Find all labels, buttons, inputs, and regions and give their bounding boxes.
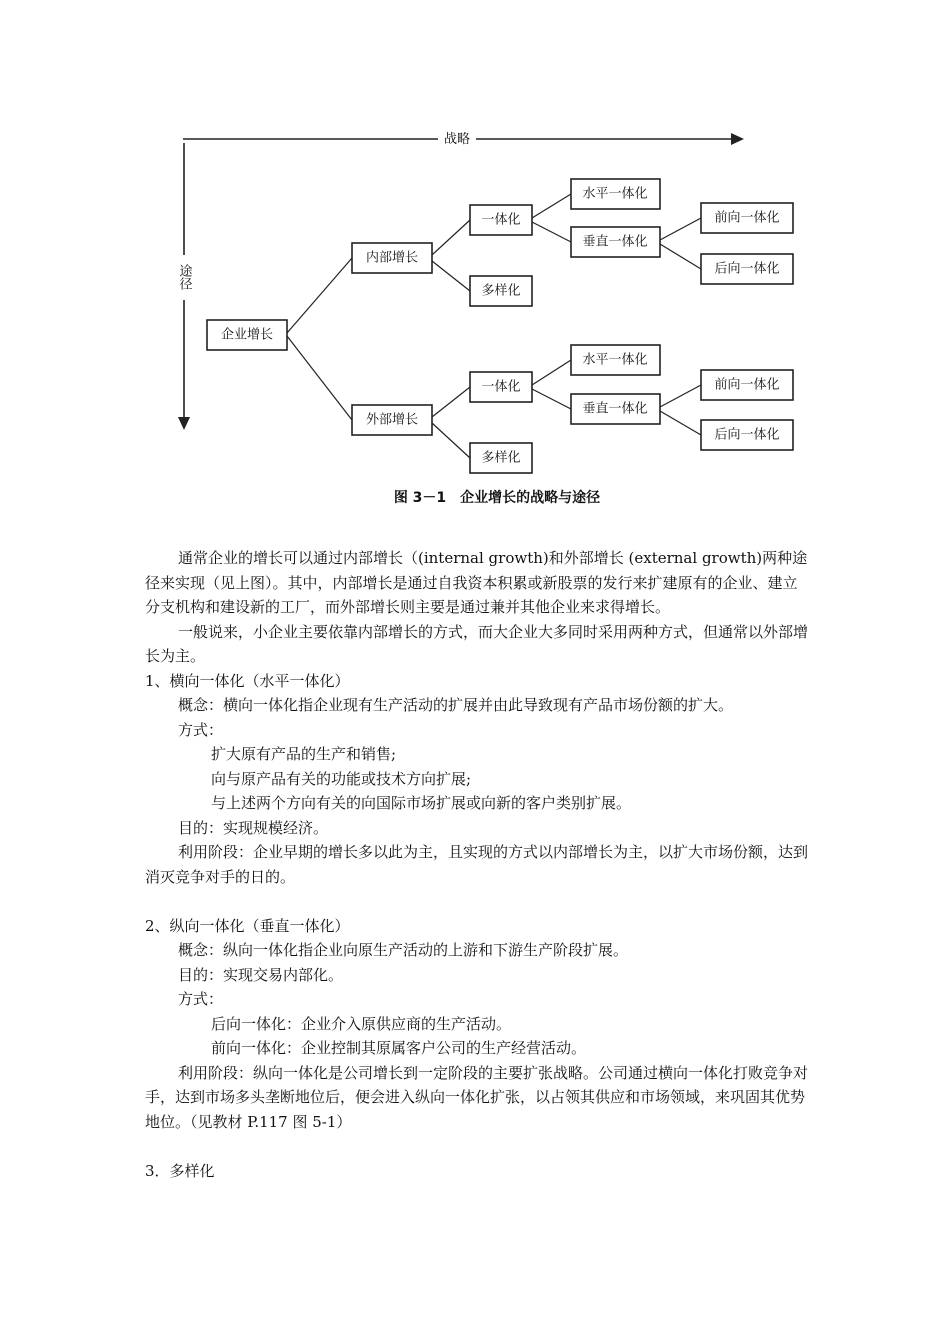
svg-text:外部增长: 外部增长 — [365, 412, 419, 428]
spacer — [145, 889, 810, 914]
node-vertical-external — [571, 394, 660, 424]
node-vertical-internal — [571, 227, 660, 257]
node-diversification-external — [470, 443, 532, 473]
strategy-axis-label: 战略 — [443, 132, 471, 147]
node-forward-external — [701, 370, 793, 400]
section-1-goal: 目的：实现规模经济。 — [178, 818, 329, 837]
section-2-goal: 目的：实现交易内部化。 — [178, 965, 344, 984]
svg-text:内部增长: 内部增长 — [365, 250, 419, 266]
section-1-stage: 利用阶段：企业早期的增长多以此为主，且实现的方式以内部增长为主，以扩大市场份额，达到消灭竞争对手的日的。 — [145, 843, 809, 886]
section-1-method: 方式： — [178, 720, 224, 739]
node-enterprise-growth — [207, 320, 287, 350]
node-backward-internal — [701, 254, 793, 284]
paragraph-intro: 通常企业的增长可以通过内部增长（(internal growth)和外部增长 (external growth)两种途径来实现（见上图）。其中，内部增长是通过自我资本积累或新股票的发行来扩建原有的企业、建立分支机构和建设新的工厂，而外部增长则主要是通过兼并其他企业来求得增长。 — [145, 549, 808, 616]
node-diversification-internal — [470, 276, 532, 306]
svg-text:企业增长: 企业增长 — [220, 327, 274, 343]
svg-text:多样化: 多样化 — [481, 450, 521, 466]
svg-text:水平一体化: 水平一体化 — [582, 186, 648, 202]
growth-strategy-diagram — [0, 0, 950, 520]
svg-text:垂直一体化: 垂直一体化 — [582, 401, 648, 417]
svg-text:后向一体化: 后向一体化 — [714, 261, 780, 277]
section-2-method-item: 后向一体化：企业介入原供应商的生产活动。 — [211, 1014, 512, 1033]
node-external-growth — [352, 405, 432, 435]
svg-text:前向一体化: 前向一体化 — [714, 210, 780, 226]
section-1-title: 1、横向一体化（水平一体化） — [145, 671, 350, 690]
section-2-method-item: 前向一体化：企业控制其原属客户公司的生产经营活动。 — [211, 1039, 587, 1057]
node-horizontal-internal — [571, 179, 660, 209]
node-horizontal-external — [571, 345, 660, 375]
svg-text:一体化: 一体化 — [481, 379, 521, 395]
section-3-title: 3．多样化 — [145, 1161, 215, 1180]
node-forward-internal — [701, 203, 793, 233]
paragraph-size-note: 一般说来，小企业主要依靠内部增长的方式，而大企业大多同时采用两种方式，但通常以外部增长为主。 — [145, 622, 809, 665]
svg-text:水平一体化: 水平一体化 — [582, 352, 648, 368]
node-internal-growth — [352, 243, 432, 273]
section-2-title: 2、纵向一体化（垂直一体化） — [145, 916, 350, 935]
section-1-concept: 概念：横向一体化指企业现有生产活动的扩展并由此导致现有产品市场份额的扩大。 — [178, 696, 734, 714]
svg-text:前向一体化: 前向一体化 — [714, 377, 780, 393]
path-axis-arrow — [178, 417, 190, 430]
spacer — [145, 1134, 810, 1159]
section-2-method: 方式： — [178, 990, 224, 1008]
section-1-method-item: 向与原产品有关的功能或技术方向扩展; — [211, 769, 472, 788]
node-integration-external — [470, 372, 532, 402]
svg-text:一体化: 一体化 — [481, 212, 521, 228]
section-1-method-item: 扩大原有产品的生产和销售; — [211, 745, 397, 763]
section-2-stage: 利用阶段：纵向一体化是公司增长到一定阶段的主要扩张战略。公司通过横向一体化打败竞争对手，达到市场多头垄断地位后，便会进入纵向一体化扩张，以占领其供应和市场领域，来巩固其优势地位。（见教材 P.117 图 5-1） — [145, 1063, 809, 1131]
svg-text:后向一体化: 后向一体化 — [714, 427, 780, 443]
svg-text:垂直一体化: 垂直一体化 — [582, 234, 648, 250]
section-1-method-item: 与上述两个方向有关的向国际市场扩展或向新的客户类别扩展。 — [211, 794, 632, 812]
strategy-axis-arrow — [731, 133, 744, 145]
body-text — [145, 546, 810, 1183]
node-integration-internal — [470, 205, 532, 235]
path-axis-label: 途径 — [176, 264, 192, 290]
svg-text:多样化: 多样化 — [481, 283, 521, 299]
node-backward-external — [701, 420, 793, 450]
section-2-concept: 概念：纵向一体化指企业向原生产活动的上游和下游生产阶段扩展。 — [178, 941, 629, 959]
figure-caption: 图 3－1 企业增长的战略与途径 — [393, 490, 601, 506]
